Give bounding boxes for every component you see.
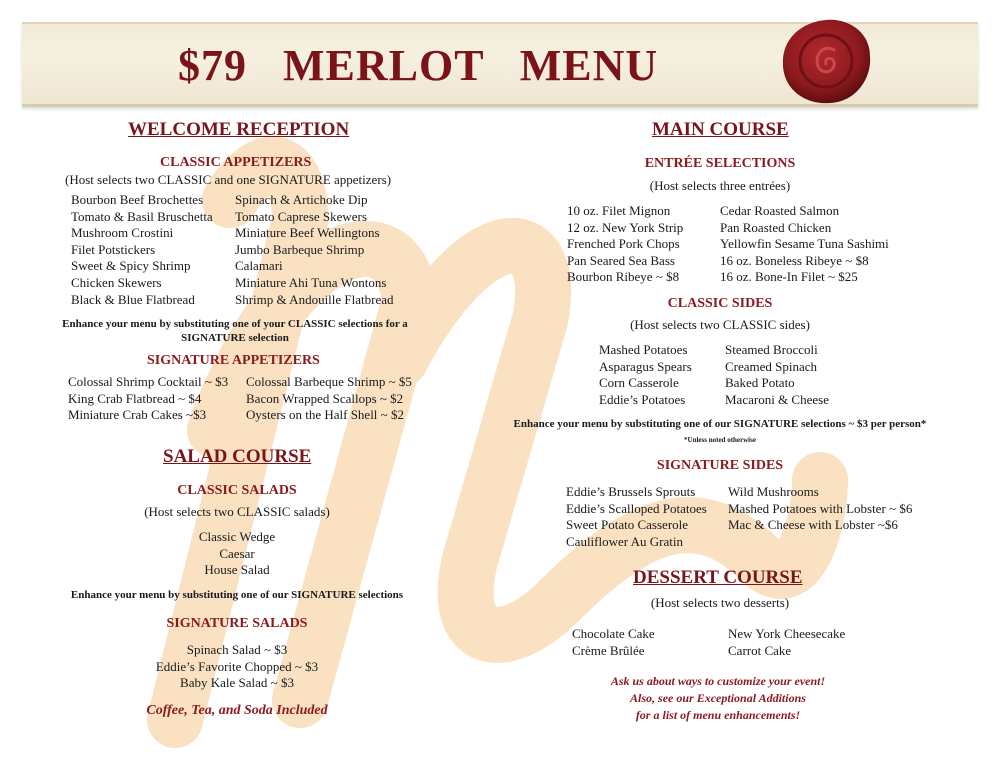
menu-item: Pan Roasted Chicken [720, 219, 832, 235]
menu-item: Sweet & Spicy Shrimp [71, 258, 191, 274]
menu-item: Bourbon Beef Brochettes [71, 192, 204, 207]
main-course-heading: MAIN COURSE [652, 119, 789, 140]
menu-item: Crème Brûlée [572, 642, 645, 658]
footer-line: Also, see our Exceptional Additions [630, 691, 806, 705]
dessert-course-heading: DESSERT COURSE [633, 567, 803, 588]
menu-item: Bourbon Ribeye ~ $8 [567, 269, 680, 285]
dessert-col2 [728, 626, 845, 659]
menu-item: Cedar Roasted Salmon [720, 203, 840, 218]
menu-item: Tomato Caprese Skewers [235, 208, 367, 224]
enhance-line: SIGNATURE selection [181, 332, 289, 344]
menu-item: Baked Potato [725, 375, 795, 391]
menu-item: Caesar [219, 545, 255, 561]
menu-item: Calamari [235, 258, 283, 274]
menu-item: Filet Potstickers [71, 241, 156, 257]
entree-col2 [720, 203, 889, 286]
menu-item: Jumbo Barbeque Shrimp [235, 241, 365, 257]
menu-item: Carrot Cake [728, 642, 792, 658]
salad-enhance-note: Enhance your menu by substituting one of our SIGNATURE selections [70, 589, 404, 601]
classic-appetizers-col2 [235, 192, 394, 308]
menu-item: Steamed Broccoli [725, 342, 818, 357]
menu-item: King Crab Flatbread ~ $4 [68, 390, 202, 406]
menu-item: Yellowfin Sesame Tuna Sashimi [720, 236, 889, 252]
classic-salads-list [20, 529, 454, 579]
classic-salads-heading: CLASSIC SALADS [177, 483, 297, 498]
classic-salads-note: (Host selects two CLASSIC salads) [144, 504, 330, 519]
footer-line: Ask us about ways to customize your event! [610, 674, 826, 688]
unless-noted-footnote: *Unless noted otherwise [684, 436, 756, 444]
menu-item: Colossal Shrimp Cocktail ~ $3 [68, 374, 229, 389]
signature-appetizers-col2 [246, 374, 412, 424]
classic-appetizers-col1 [71, 192, 213, 308]
menu-item: New York Cheesecake [728, 626, 846, 641]
signature-sides-col1 [566, 484, 707, 550]
menu-item: Tomato & Basil Bruschetta [71, 208, 213, 224]
signature-sides-heading: SIGNATURE SIDES [656, 458, 784, 473]
menu-item: Chicken Skewers [71, 274, 162, 290]
menu-item: Asparagus Spears [599, 358, 692, 374]
footer-line: for a list of menu enhancements! [635, 708, 801, 722]
classic-sides-col1 [599, 342, 692, 408]
signature-salads-list [20, 642, 454, 692]
classic-appetizers-note: (Host selects two CLASSIC and one SIGNATURE appetizers) [65, 172, 392, 187]
menu-item: Wild Mushrooms [728, 484, 819, 499]
menu-item: Classic Wedge [198, 529, 276, 544]
entree-selections-note: (Host selects three entrées) [649, 178, 791, 193]
menu-item: Baby Kale Salad ~ $3 [180, 675, 294, 691]
signature-salads-heading: SIGNATURE SALADS [166, 616, 308, 631]
menu-item: Shrimp & Andouille Flatbread [235, 291, 394, 307]
entree-selections-heading: ENTRÉE SELECTIONS [644, 156, 796, 171]
wax-seal-icon [778, 16, 874, 106]
entree-col1 [567, 203, 683, 286]
signature-sides-col2 [728, 484, 912, 534]
beverages-included-note: Coffee, Tea, and Soda Included [146, 703, 328, 718]
menu-item: 16 oz. Bone-In Filet ~ $25 [720, 269, 858, 285]
salad-course-heading: SALAD COURSE [163, 446, 312, 467]
enhance-line: Enhance your menu by substituting one of your CLASSIC selections for a [62, 318, 408, 330]
menu-item: Frenched Pork Chops [567, 236, 680, 252]
menu-item: Mushroom Crostini [71, 225, 174, 241]
menu-item: Eddie’s Potatoes [599, 391, 686, 407]
menu-item: House Salad [204, 562, 270, 578]
menu-item: Macaroni & Cheese [725, 391, 829, 407]
menu-item: Cauliflower Au Gratin [566, 533, 683, 549]
menu-item: Creamed Spinach [725, 358, 818, 374]
menu-item: Mashed Potatoes with Lobster ~ $6 [728, 500, 913, 516]
classic-sides-note: (Host selects two CLASSIC sides) [630, 317, 810, 332]
welcome-reception-heading: WELCOME RECEPTION [128, 119, 350, 140]
menu-item: Chocolate Cake [572, 626, 655, 641]
menu-title: $79 MERLOT MENU [178, 41, 659, 90]
menu-item: Mac & Cheese with Lobster ~$6 [728, 517, 898, 533]
menu-item: Spinach & Artichoke Dip [235, 192, 368, 207]
menu-item: Sweet Potato Casserole [566, 517, 689, 533]
classic-sides-heading: CLASSIC SIDES [667, 296, 773, 311]
menu-item: Black & Blue Flatbread [71, 291, 195, 307]
menu-item: Corn Casserole [599, 375, 679, 391]
menu-item: Eddie’s Brussels Sprouts [566, 484, 696, 499]
appetizer-enhance-note [20, 317, 450, 345]
signature-appetizers-heading: SIGNATURE APPETIZERS [147, 353, 320, 368]
customize-event-note [470, 673, 966, 724]
menu-item: Eddie’s Scalloped Potatoes [566, 500, 707, 516]
menu-item: Eddie’s Favorite Chopped ~ $3 [155, 658, 319, 674]
menu-item: Spinach Salad ~ $3 [186, 642, 288, 657]
classic-sides-col2 [725, 342, 829, 408]
menu-item: Miniature Ahi Tuna Wontons [235, 274, 387, 290]
menu-item: 10 oz. Filet Mignon [567, 203, 671, 218]
dessert-note: (Host selects two desserts) [650, 595, 790, 610]
classic-appetizers-heading: CLASSIC APPETIZERS [160, 155, 312, 170]
menu-item: 16 oz. Boneless Ribeye ~ $8 [720, 252, 869, 268]
sides-enhance-note: Enhance your menu by substituting one of our SIGNATURE selections ~ $3 per person* [513, 418, 927, 430]
dessert-col1 [572, 626, 655, 659]
menu-item: Bacon Wrapped Scallops ~ $2 [246, 390, 404, 406]
menu-item: Colossal Barbeque Shrimp ~ $5 [246, 374, 412, 389]
menu-item: Mashed Potatoes [599, 342, 688, 357]
menu-item: Miniature Beef Wellingtons [235, 225, 380, 241]
menu-item: Miniature Crab Cakes ~$3 [68, 407, 207, 423]
menu-item: Oysters on the Half Shell ~ $2 [246, 407, 404, 423]
menu-item: 12 oz. New York Strip [567, 219, 684, 235]
menu-item: Pan Seared Sea Bass [567, 252, 675, 268]
signature-appetizers-col1 [68, 374, 228, 424]
